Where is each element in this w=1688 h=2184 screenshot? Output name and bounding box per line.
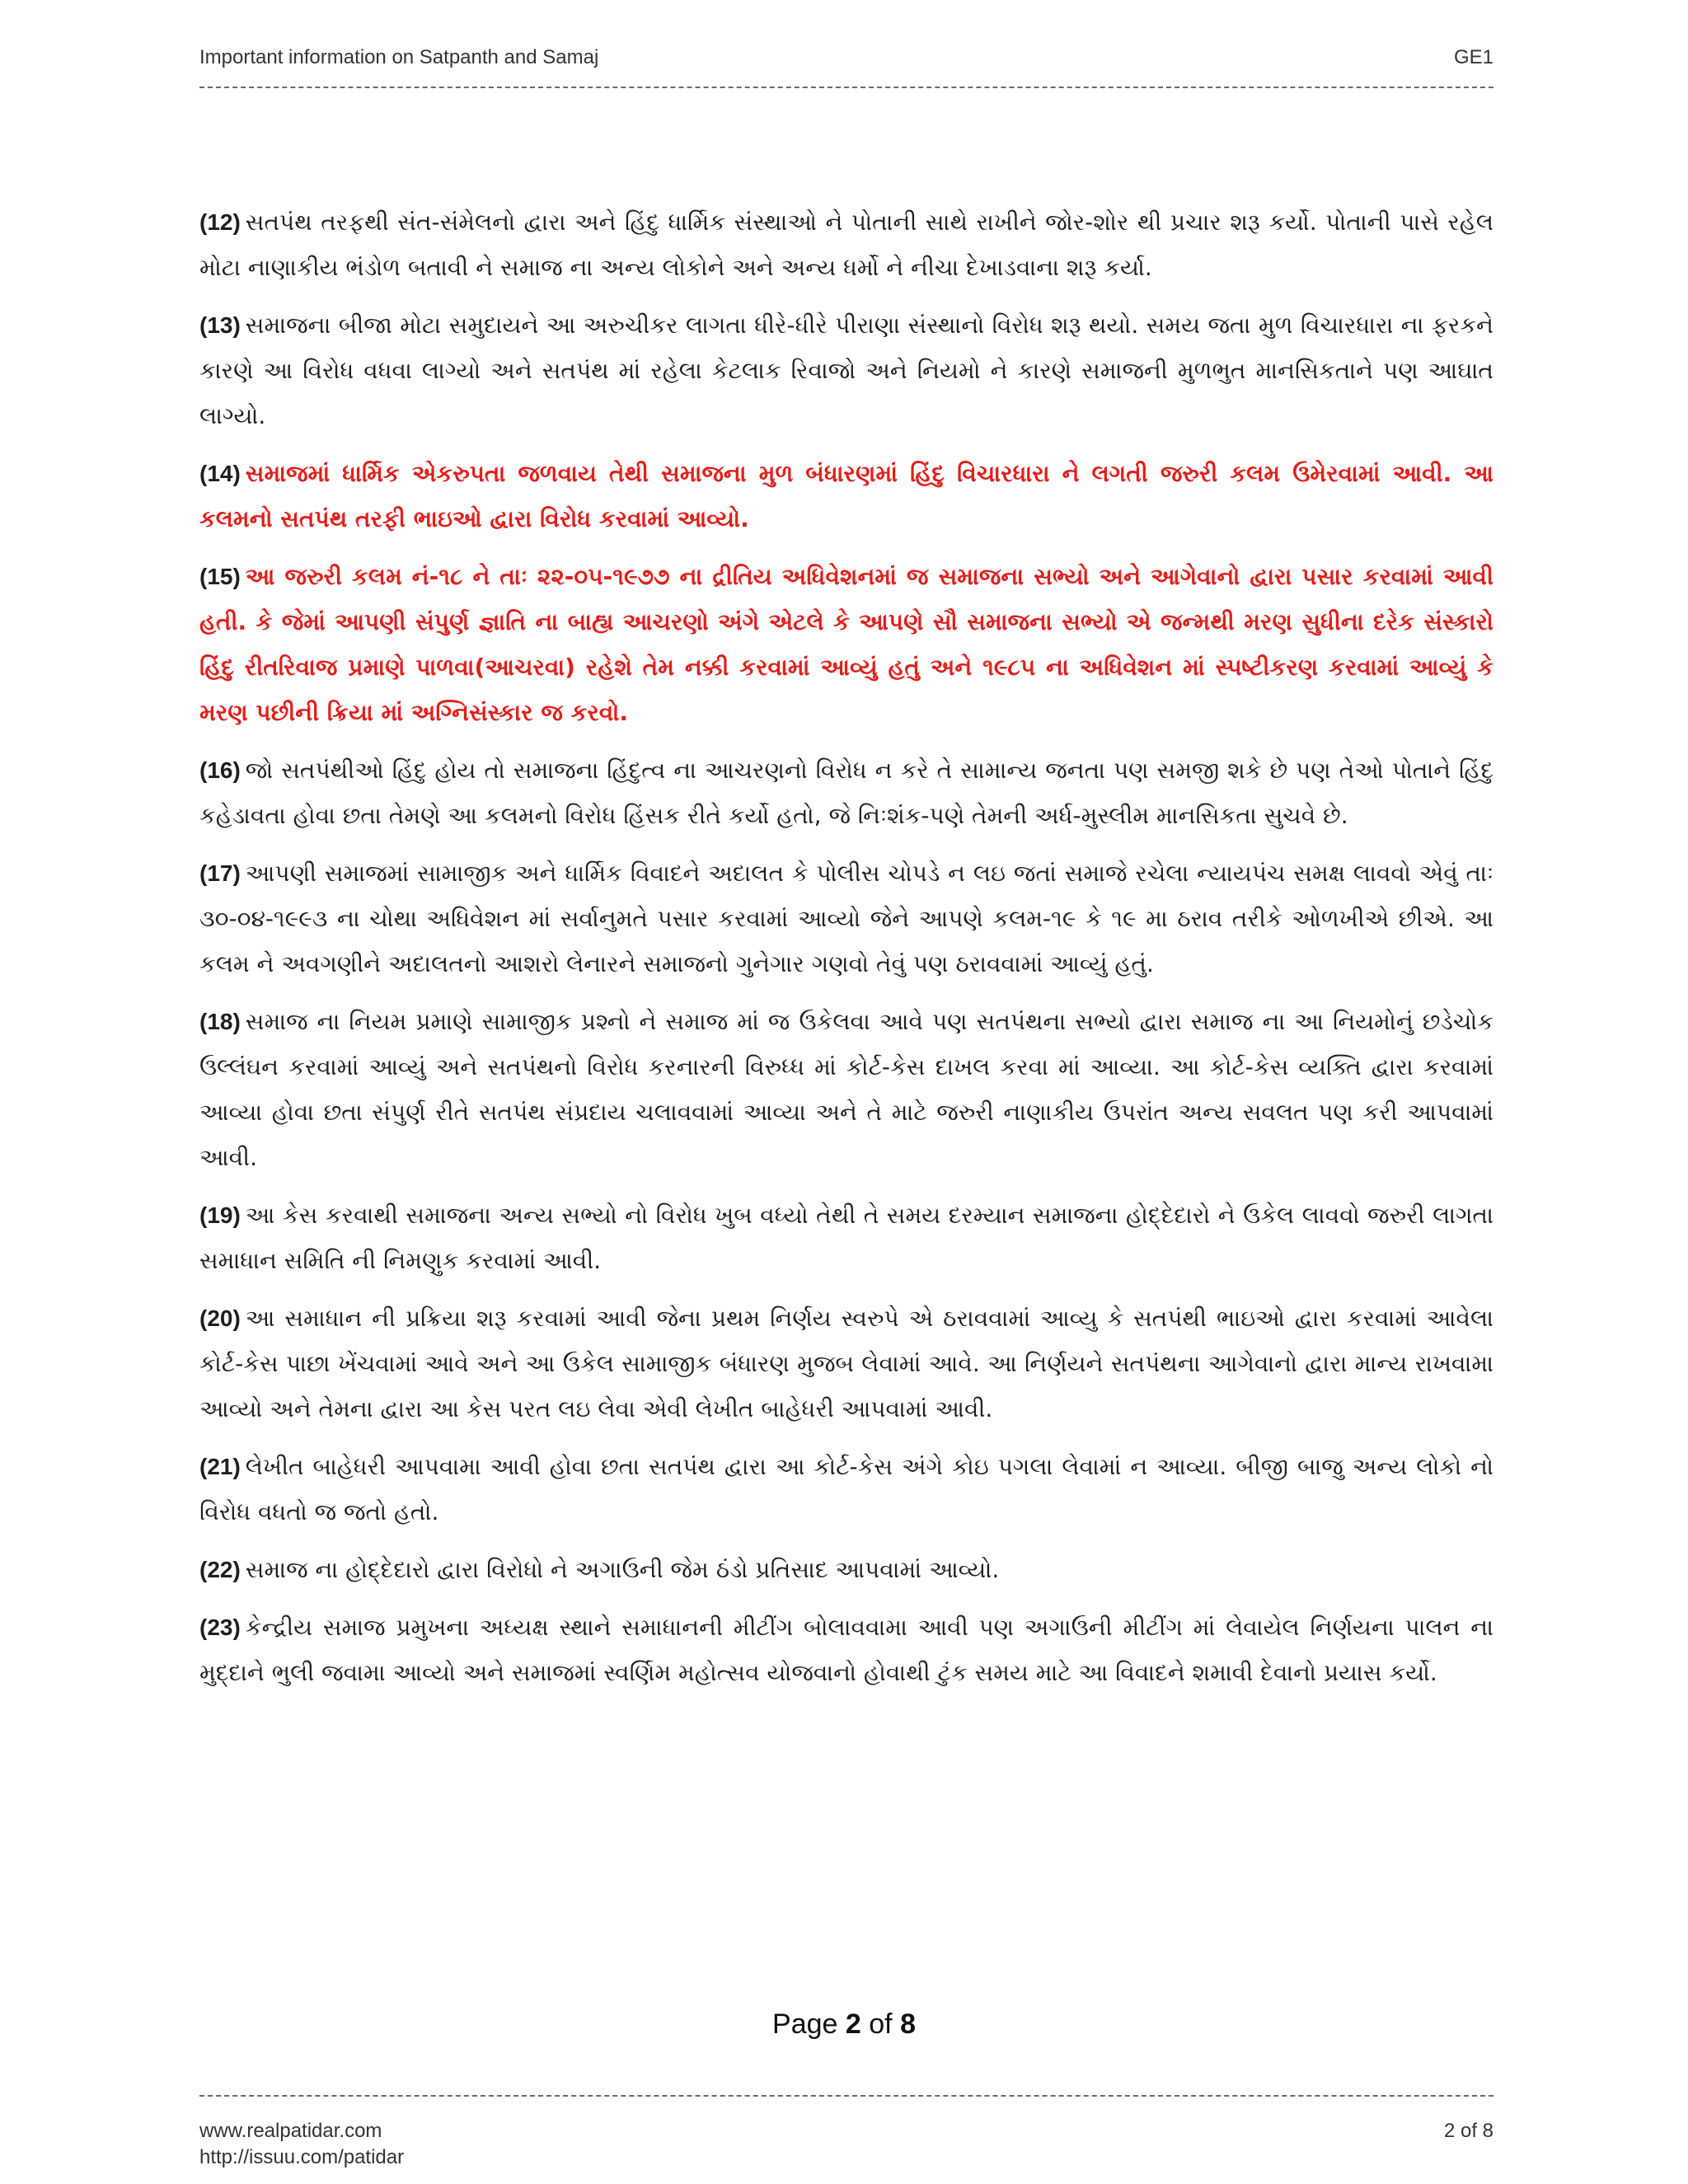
paragraph-19	[199, 1193, 1493, 1283]
paragraph-text-highlighted: સમાજમાં ધાર્મિક એકરુપતા જળવાય તેથી સમાજના મુળ બંધારણમાં હિંદુ વિચારધારા ને લગતી જરુરી કલમ ઉમેરવામાં આવી. આ કલમનો સતપંથ તરફી ભાઇઓ દ્વારા વિરોધ કરવામાં આવ્યો.	[199, 460, 1493, 532]
paragraph-number: (21)	[199, 1454, 241, 1479]
paragraph-number: (14)	[199, 461, 241, 486]
page-counter	[0, 2008, 1688, 2041]
paragraph-text: આ કેસ કરવાથી સમાજના અન્ય સભ્યો નો વિરોધ ખુબ વધ્યો તેથી તે સમય દરમ્યાન સમાજના હોદ્દેદારો ને ઉકેલ લાવવો જરુરી લાગતા સમાધાન સમિતિ ની નિમણુક કરવામાં આવી.	[199, 1202, 1493, 1274]
paragraph-text-highlighted: આ જરુરી કલમ નં-૧૮ ને તાઃ ૨૨-૦૫-૧૯૭૭ ના દ્રીતિય અધિવેશનમાં જ સમાજના સભ્યો અને આગેવાનો દ્વારા પસાર કરવામાં આવી હતી. કે જેમાં આપણી સંપુર્ણ જ્ઞાતિ ના બાહ્ય આચરણો અંગે એટલે કે આપણે સૌ સમાજના સભ્યો એ જન્મથી મરણ સુધીના દરેક સંસ્કારો હિંદુ રીતરિવાજ પ્રમાણે પાળવા(આચરવા) રહેશે તેમ નક્કી કરવામાં આવ્યું હતું અને ૧૯૮૫ ના અધિવેશન માં સ્પષ્ટીકરણ કરવામાં આવ્યું કે મરણ પછીની ક્રિયા માં અગ્નિસંસ્કાર જ કરવો.	[199, 563, 1493, 726]
footer-page-label: 2 of 8	[1443, 2120, 1493, 2142]
paragraph-number: (13)	[199, 312, 241, 338]
footer-issuu-link[interactable]: http://issuu.com/patidar	[199, 2146, 405, 2168]
paragraph-15	[199, 554, 1493, 735]
page-counter-prefix: Page	[772, 2008, 838, 2040]
document-body	[199, 199, 1493, 1708]
paragraph-number: (23)	[199, 1615, 241, 1640]
paragraph-text: લેખીત બાહેધરી આપવામા આવી હોવા છતા સતપંથ દ્વારા આ કોર્ટ-કેસ અંગે કોઇ પગલા લેવામાં ન આવ્યા. બીજી બાજુ અન્ય લોકો નો વિરોધ વધતો જ જતો હતો.	[199, 1453, 1493, 1526]
paragraph-12	[199, 199, 1493, 290]
paragraph-18	[199, 999, 1493, 1180]
paragraph-text: કેન્દ્રીય સમાજ પ્રમુખના અધ્યક્ષ સ્થાને સમાધાનની મીટીંગ બોલાવવામા આવી પણ અગાઉની મીટીંગ માં લેવાયેલ નિર્ણયના પાલન ના મુદ્દાને ભુલી જવામા આવ્યો અને સમાજમાં સ્વર્ણિમ મહોત્સવ યોજવાનો હોવાથી ટુંક સમય માટે આ વિવાદને શમાવી દેવાનો પ્રયાસ કર્યો.	[199, 1614, 1493, 1686]
paragraph-number: (20)	[199, 1305, 241, 1331]
document-title: Important information on Satpanth and Samaj	[199, 46, 599, 68]
paragraph-text: જો સતપંથીઓ હિંદુ હોય તો સમાજના હિંદુત્વ ના આચરણનો વિરોધ ન કરે તે સામાન્ય જનતા પણ સમજી શકે છે પણ તેઓ પોતાને હિંદુ કહેડાવતા હોવા છતા તેમણે આ કલમનો વિરોધ હિંસક રીતે કર્યો હતો, જે નિઃશંક-પણે તેમની અર્ધ-મુસ્લીમ માનસિકતા સુચવે છે.	[199, 757, 1493, 829]
paragraph-number: (18)	[199, 1009, 241, 1034]
paragraph-number: (15)	[199, 564, 241, 589]
header-divider	[199, 87, 1493, 88]
paragraph-text: સમાજ ના હોદ્દેદારો દ્વારા વિરોધો ને અગાઉની જેમ ઠંડો પ્રતિસાદ આપવામાં આવ્યો.	[245, 1556, 1000, 1583]
paragraph-14	[199, 451, 1493, 541]
footer-links	[199, 2118, 404, 2171]
paragraph-text: સતપંથ તરફથી સંત-સંમેલનો દ્વારા અને હિંદુ ધાર્મિક સંસ્થાઓ ને પોતાની સાથે રાખીને જોર-શોર થી પ્રચાર શરૂ કર્યો. પોતાની પાસે રહેલ મોટા નાણાકીય ભંડોળ બતાવી ને સમાજ ના અન્ય લોકોને અને અન્ય ધર્મો ને નીચા દેખાડવાના શરૂ કર્યા.	[199, 209, 1493, 281]
page-counter-total: 8	[900, 2008, 916, 2040]
paragraph-23	[199, 1605, 1493, 1695]
paragraph-number: (22)	[199, 1557, 241, 1582]
paragraph-text: આપણી સમાજમાં સામાજીક અને ધાર્મિક વિવાદને અદાલત કે પોલીસ ચોપડે ન લઇ જતાં સમાજે રચેલા ન્યાયપંચ સમક્ષ લાવવો એવું તાઃ ૩૦-૦૪-૧૯૯૩ ના ચોથા અધિવેશન માં સર્વાનુમતે પસાર કરવામાં આવ્યો જેને આપણે કલમ-૧૯ કે ૧૯ મા ઠરાવ તરીકે ઓળખીએ છીએ. આ કલમ ને અવગણીને અદાલતનો આશરો લેનારને સમાજનો ગુનેગાર ગણવો તેવું પણ ઠરાવવામાં આવ્યું હતું.	[199, 860, 1493, 977]
paragraph-text: આ સમાધાન ની પ્રક્રિયા શરૂ કરવામાં આવી જેના પ્રથમ નિર્ણય સ્વરુપે એ ઠરાવવામાં આવ્યુ કે સતપંથી ભાઇઓ દ્વારા કરવામાં આવેલા કોર્ટ-કેસ પાછા ખેંચવામાં આવે અને આ ઉકેલ સામાજીક બંધારણ મુજબ લેવામાં આવે. આ નિર્ણયને સતપંથના આગેવાનો દ્વારા માન્ય રાખવામા આવ્યો અને તેમના દ્વારા આ કેસ પરત લઇ લેવા એવી લેખીત બાહેધરી આપવામાં આવી.	[199, 1305, 1493, 1422]
paragraph-number: (12)	[199, 209, 241, 235]
footer-divider	[199, 2095, 1493, 2097]
paragraph-16	[199, 748, 1493, 838]
document-code: GE1	[1453, 46, 1493, 68]
paragraph-number: (19)	[199, 1202, 241, 1228]
paragraph-17	[199, 851, 1493, 987]
page-header	[199, 46, 1493, 79]
footer-website-link[interactable]: www.realpatidar.com	[199, 2120, 382, 2142]
paragraph-22	[199, 1547, 1493, 1592]
paragraph-number: (16)	[199, 757, 241, 783]
paragraph-13	[199, 302, 1493, 438]
page-counter-separator: of	[869, 2008, 893, 2040]
page-counter-current: 2	[845, 2008, 861, 2040]
paragraph-text: સમાજ ના નિયમ પ્રમાણે સામાજીક પ્રશ્નો ને સમાજ માં જ ઉકેલવા આવે પણ સતપંથના સભ્યો દ્વારા સમાજ ના આ નિયમોનું છડેચોક ઉલ્લંઘન કરવામાં આવ્યું અને સતપંથનો વિરોધ કરનારની વિરુધ્ધ માં કોર્ટ-કેસ દાખલ કરવા માં આવ્યા. આ કોર્ટ-કેસ વ્યક્તિ દ્વારા કરવામાં આવ્યા હોવા છતા સંપુર્ણ રીતે સતપંથ સંપ્રદાય ચલાવવામાં આવ્યા અને તે માટે જરુરી નાણાકીય ઉપરાંત અન્ય સવલત પણ કરી આપવામાં આવી.	[199, 1008, 1493, 1171]
paragraph-number: (17)	[199, 860, 241, 886]
paragraph-20	[199, 1296, 1493, 1432]
paragraph-21	[199, 1444, 1493, 1535]
paragraph-text: સમાજના બીજા મોટા સમુદાયને આ અરુચીકર લાગતા ધીરે-ધીરે પીરાણા સંસ્થાનો વિરોધ શરૂ થયો. સમય જતા મુળ વિચારધારા ના ફરકને કારણે આ વિરોધ વધવા લાગ્યો અને સતપંથ માં રહેલા કેટલાક રિવાજો અને નિયમો ને કારણે સમાજની મુળભુત માનસિકતાને પણ આઘાત લાગ્યો.	[199, 312, 1493, 429]
